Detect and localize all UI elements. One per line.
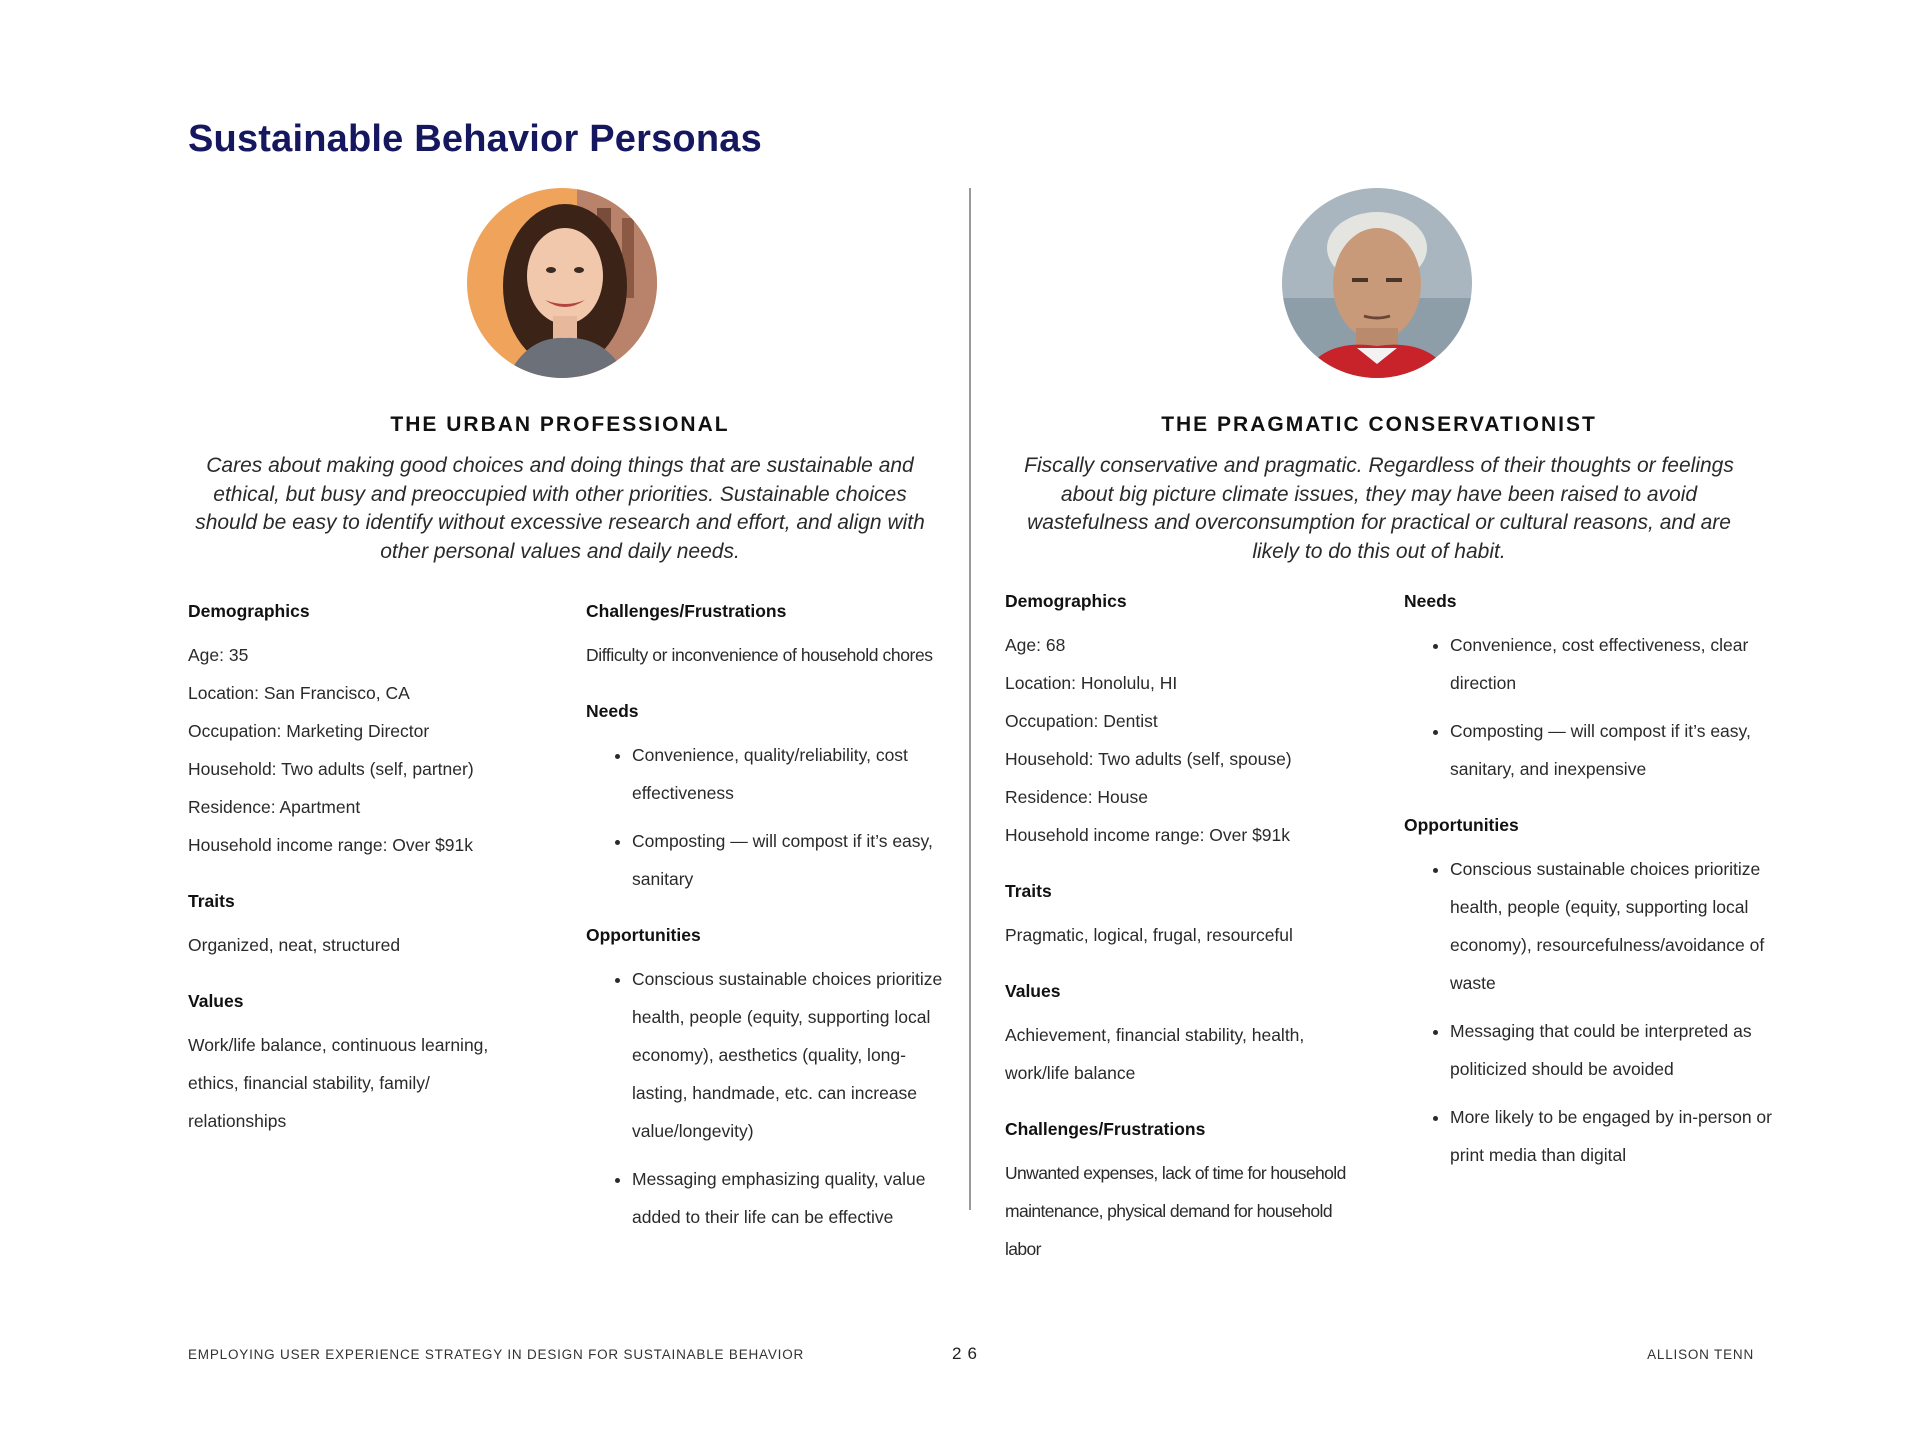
list-item: • Conscious sustainable choices prioritize health, people (equity, supporting local economy), aesthetics (quality, long-lasting, handmade, etc. can increase value/longevity) (632, 960, 946, 1150)
demographics-location: Location: San Francisco, CA (188, 683, 410, 703)
list-item: • Messaging emphasizing quality, value added to their life can be effective (632, 1160, 946, 1236)
persona-name-left: THE URBAN PROFESSIONAL (390, 413, 730, 436)
opportunities-heading: Opportunities (1404, 815, 1519, 835)
list-item: • Convenience, quality/reliability, cost effectiveness (632, 736, 946, 812)
demographics-household: Household: Two adults (self, spouse) (1005, 749, 1292, 769)
list-item: • Composting — will compost if it’s easy, sanitary (632, 822, 946, 898)
needs-list (1404, 626, 1774, 788)
values-text: Achievement, financial stability, health, work/life balance (1005, 1025, 1305, 1083)
challenges-heading: Challenges/Frustrations (586, 601, 787, 621)
footer-author: ALLISON TENN (1647, 1347, 1754, 1362)
demographics-residence: Residence: House (1005, 787, 1148, 807)
list-item: • Conscious sustainable choices prioritize health, people (equity, supporting local economy), resourcefulness/avoidance of waste (1450, 850, 1774, 1002)
list-item: • Composting — will compost if it’s easy, sanitary, and inexpensive (1450, 712, 1774, 788)
challenges-text: Unwanted expenses, lack of time for household maintenance, physical demand for household labor (1005, 1163, 1346, 1259)
demographics-income: Household income range: Over $91k (1005, 825, 1291, 845)
demographics-heading: Demographics (188, 601, 310, 621)
page-number: 26 (952, 1344, 983, 1363)
demographics-occupation: Occupation: Marketing Director (188, 721, 430, 741)
list-item: • More likely to be engaged by in-person or print media than digital (1450, 1098, 1774, 1174)
challenges-text: Difficulty or inconvenience of household chores (586, 645, 933, 665)
needs-heading: Needs (1404, 591, 1457, 611)
traits-text: Organized, neat, structured (188, 935, 401, 955)
list-item: • Convenience, cost effectiveness, clear direction (1450, 626, 1774, 702)
list-item: • Messaging that could be interpreted as politicized should be avoided (1450, 1012, 1774, 1088)
opportunities-list (586, 960, 946, 1236)
demographics-income: Household income range: Over $91k (188, 835, 474, 855)
page-title: Sustainable Behavior Personas (188, 118, 762, 160)
demographics-age: Age: 68 (1005, 635, 1066, 655)
demographics-age: Age: 35 (188, 645, 249, 665)
left-profile-column (188, 596, 518, 1140)
demographics-location: Location: Honolulu, HI (1005, 673, 1178, 693)
needs-list (586, 736, 946, 898)
persona-description-left: Cares about making good choices and doing things that are sustainable and ethical, but busy and preoccupied with other priorities. Sustainable choices should be easy to identify without excessive research and effort, and align with other personal values and daily needs. (195, 454, 925, 563)
demographics-occupation: Occupation: Dentist (1005, 711, 1158, 731)
right-profile-column (1005, 586, 1365, 1268)
traits-text: Pragmatic, logical, frugal, resourceful (1005, 925, 1293, 945)
column-divider (969, 188, 971, 1210)
values-heading: Values (188, 991, 244, 1011)
persona-description-right: Fiscally conservative and pragmatic. Regardless of their thoughts or feelings about big picture climate issues, they may have been raised to avoid wastefulness and overconsumption for practical or cultural reasons, and are likely to do this out of habit. (1024, 454, 1734, 563)
traits-heading: Traits (1005, 881, 1052, 901)
opportunities-heading: Opportunities (586, 925, 701, 945)
left-needs-column (586, 596, 946, 1246)
values-heading: Values (1005, 981, 1061, 1001)
right-needs-column (1404, 586, 1774, 1184)
opportunities-list (1404, 850, 1774, 1174)
challenges-heading: Challenges/Frustrations (1005, 1119, 1206, 1139)
traits-heading: Traits (188, 891, 235, 911)
demographics-residence: Residence: Apartment (188, 797, 361, 817)
footer-document-title: EMPLOYING USER EXPERIENCE STRATEGY IN DESIGN FOR SUSTAINABLE BEHAVIOR (188, 1347, 805, 1362)
demographics-heading: Demographics (1005, 591, 1127, 611)
demographics-household: Household: Two adults (self, partner) (188, 759, 474, 779)
values-text: Work/life balance, continuous learning, ethics, financial stability, family/ relationships (188, 1035, 489, 1131)
persona-name-right: THE PRAGMATIC CONSERVATIONIST (1161, 413, 1597, 436)
needs-heading: Needs (586, 701, 639, 721)
persona-photo-pragmatic-conservationist (1282, 188, 1472, 378)
persona-photo-urban-professional (467, 188, 657, 378)
